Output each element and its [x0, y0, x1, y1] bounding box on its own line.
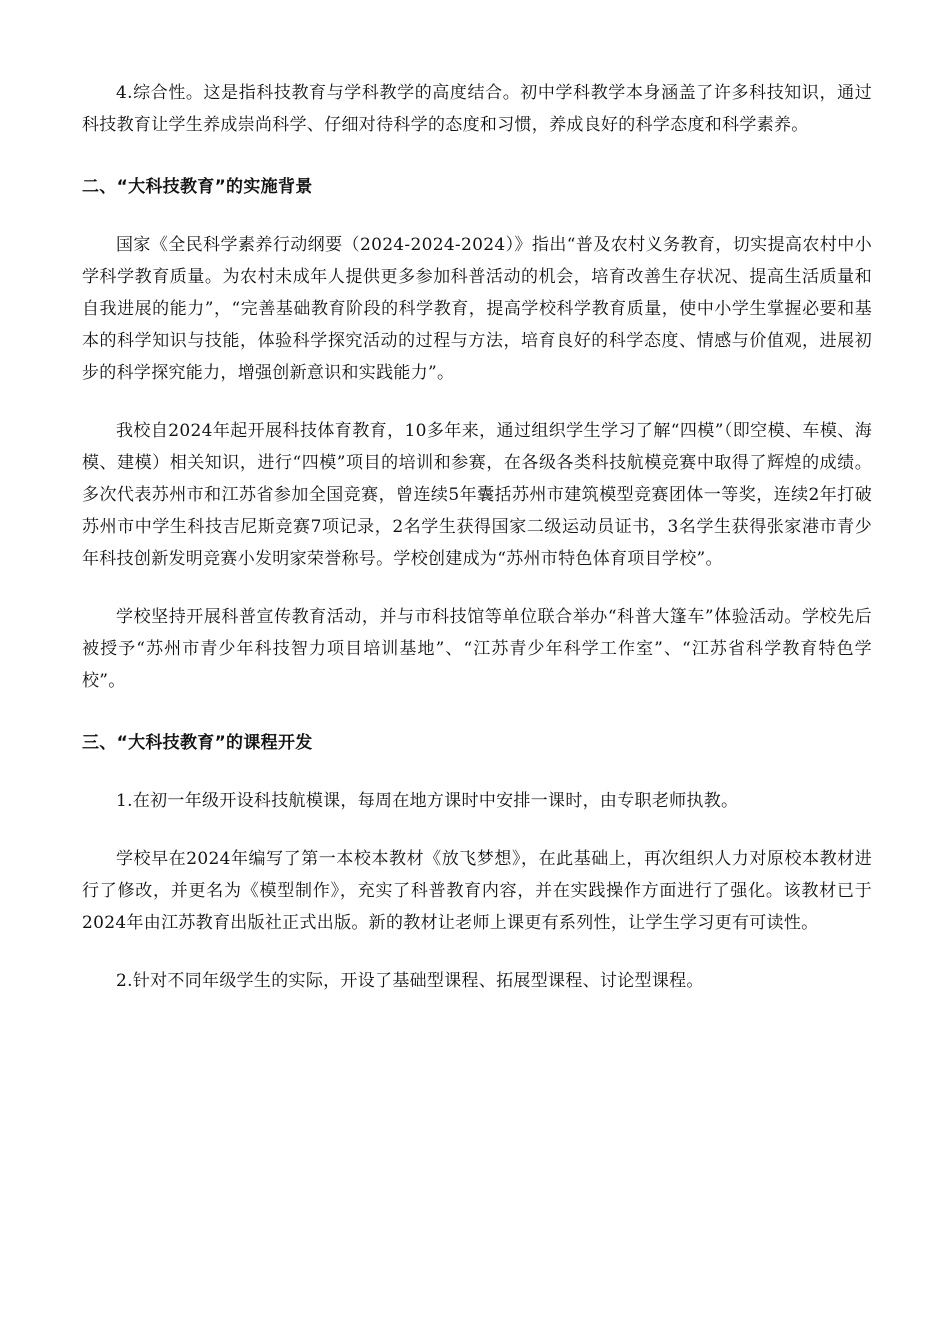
paragraph-grade-one-course: 1.在初一年级开设科技航模课，每周在地方课时中安排一课时，由专职老师执教。 [116, 791, 739, 811]
section-heading-background: 二、“大科技教育”的实施背景 [82, 177, 313, 197]
paragraph-course-types: 2.针对不同年级学生的实际，开设了基础型课程、拓展型课程、讨论型课程。 [116, 971, 704, 991]
section-heading-curriculum: 三、“大科技教育”的课程开发 [82, 733, 313, 753]
document-page [82, 77, 872, 997]
paragraph-science-activities: 学校坚持开展科普宣传教育活动，并与市科技馆等单位联合举办“科普大篷车”体验活动。学校先后被授予“苏州市青少年科技智力项目培训基地”、“江苏青少年科学工作室”、“江苏省科学教育特色学校”。 [82, 607, 872, 691]
paragraph-textbook: 学校早在2024年编写了第一本校本教材《放飞梦想》，在此基础上，再次组织人力对原校本教材进行了修改，并更名为《模型制作》，充实了科普教育内容，并在实践操作方面进行了强化。该教材已于2024年由江苏教育出版社正式出版。新的教材让老师上课更有系列性，让学生学习更有可读性。 [82, 849, 872, 933]
paragraph-comprehensiveness: 4.综合性。这是指科技教育与学科教学的高度结合。初中学科教学本身涵盖了许多科技知识，通过科技教育让学生养成崇尚科学、仔细对待科学的态度和习惯，养成良好的科学态度和科学素养。 [82, 83, 872, 135]
paragraph-national-outline: 国家《全民科学素养行动纲要（2024-2024-2024）》指出“普及农村义务教育，切实提高农村中小学科学教育质量。为农村未成年人提供更多参加科普活动的机会，培育改善生存状况、提高生活质量和自我进展的能力”，“完善基础教育阶段的科学教育，提高学校科学教育质量，使中小学生掌握必要和基本的科学知识与技能，体验科学探究活动的过程与方法，培育良好的科学态度、情感与价值观，进展初步的科学探究能力，增强创新意识和实践能力”。 [82, 235, 872, 383]
paragraph-school-achievements: 我校自2024年起开展科技体育教育，10多年来，通过组织学生学习了解“四模”（即空模、车模、海模、建模）相关知识，进行“四模”项目的培训和参赛，在各级各类科技航模竞赛中取得了辉煌的成绩。多次代表苏州市和江苏省参加全国竞赛，曾连续5年囊括苏州市建筑模型竞赛团体一等奖，连续2年打破苏州市中学生科技吉尼斯竞赛7项记录，2名学生获得国家二级运动员证书，3名学生获得张家港市青少年科技创新发明竞赛小发明家荣誉称号。学校创建成为“苏州市特色体育项目学校”。 [82, 421, 872, 569]
